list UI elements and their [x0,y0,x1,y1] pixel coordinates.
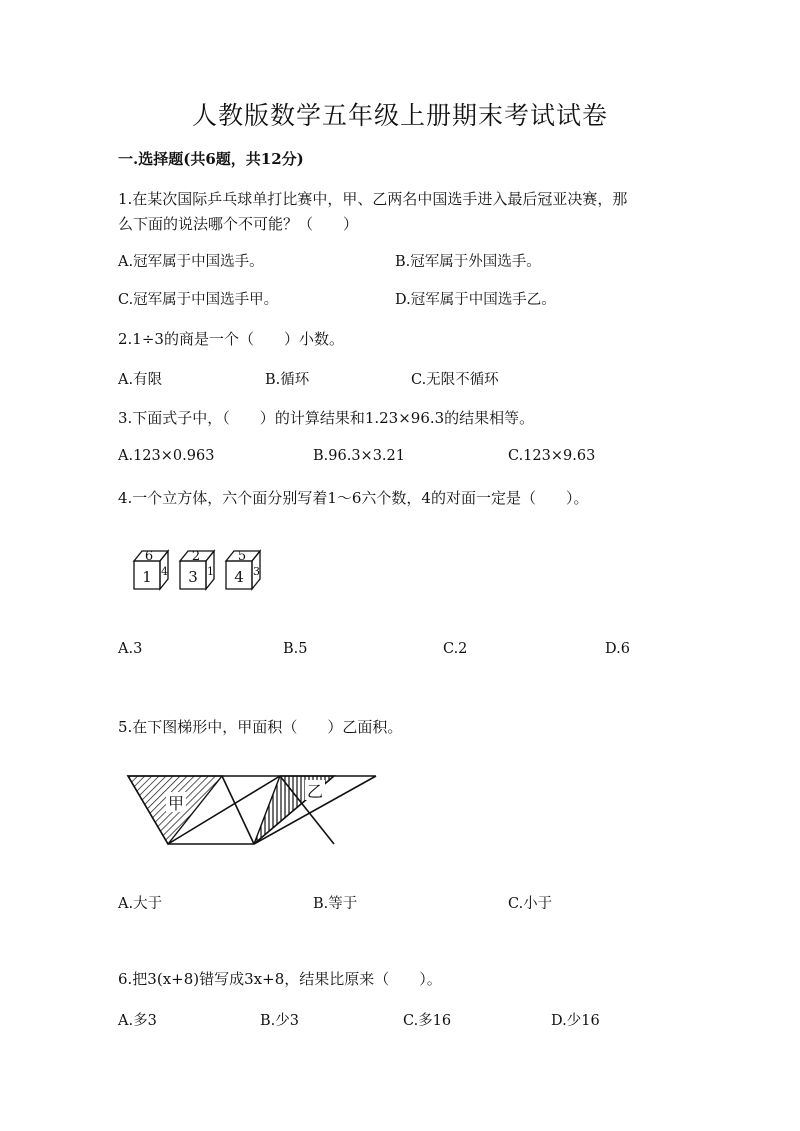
question-5-option-b[interactable]: B.等于 [313,896,358,912]
question-3-option-a[interactable]: A.123×0.963 [118,448,215,464]
cube-figure [130,545,270,595]
page-title: 人教版数学五年级上册期末考试试卷 [191,101,608,130]
label-yi: 乙 [306,782,324,801]
cube-2-front-number: 3 [188,568,198,586]
question-4-option-a[interactable]: A.3 [118,641,143,657]
cube-1-side-number: 4 [161,565,168,578]
question-3-text: 3.下面式子中，（ ）的计算结果和1.23×96.3的结果相等。 [118,409,535,427]
question-1-option-d[interactable]: D.冠军属于中国选手乙。 [395,292,556,308]
cube-3-side-number: 3 [253,565,260,578]
section-heading: 一.选择题(共6题，共12分) [118,150,304,168]
question-2-option-b[interactable]: B.循环 [265,372,310,388]
question-1-line-1: 1.在某次国际乒乓球单打比赛中，甲、乙两名中国选手进入最后冠亚决赛，那 [118,190,628,208]
label-jia: 甲 [167,794,185,813]
cube-1-top-number: 6 [144,549,154,564]
cube-1-front-number: 1 [142,568,152,586]
question-2-option-a[interactable]: A.有限 [118,372,163,388]
trapezoid-figure [124,768,384,852]
question-4-option-b[interactable]: B.5 [283,641,308,657]
question-6-option-b[interactable]: B.少3 [260,1013,299,1029]
question-6-option-d[interactable]: D.少16 [551,1013,600,1029]
question-5-text: 5.在下图梯形中，甲面积（ ）乙面积。 [118,718,403,736]
question-6-text: 6.把3(x+8)错写成3x+8，结果比原来（ ）。 [118,970,442,988]
question-2-text: 2.1÷3的商是一个（ ）小数。 [118,330,344,348]
cube-3-top-number: 5 [237,549,247,564]
question-2-option-c[interactable]: C.无限不循环 [411,372,499,388]
question-3-option-b[interactable]: B.96.3×3.21 [313,448,405,464]
question-5-option-c[interactable]: C.小于 [508,896,553,912]
question-1-option-c[interactable]: C.冠军属于中国选手甲。 [118,292,279,308]
question-3-option-c[interactable]: C.123×9.63 [508,448,596,464]
cube-2-top-number: 2 [191,549,201,564]
question-1-option-b[interactable]: B.冠军属于外国选手。 [395,254,541,270]
question-5-option-a[interactable]: A.大于 [118,896,163,912]
cube-3-front-number: 4 [234,568,244,586]
question-1-line-2: 么下面的说法哪个不可能？（ ） [118,215,359,233]
question-1-option-a[interactable]: A.冠军属于中国选手。 [118,254,264,270]
question-6-option-a[interactable]: A.多3 [118,1013,157,1029]
cube-2-side-number: 1 [207,565,214,578]
question-4-option-c[interactable]: C.2 [443,641,468,657]
question-6-option-c[interactable]: C.多16 [403,1013,452,1029]
question-4-option-d[interactable]: D.6 [605,641,630,657]
question-4-text: 4.一个立方体，六个面分别写着1～6六个数，4的对面一定是（ ）。 [118,489,589,507]
